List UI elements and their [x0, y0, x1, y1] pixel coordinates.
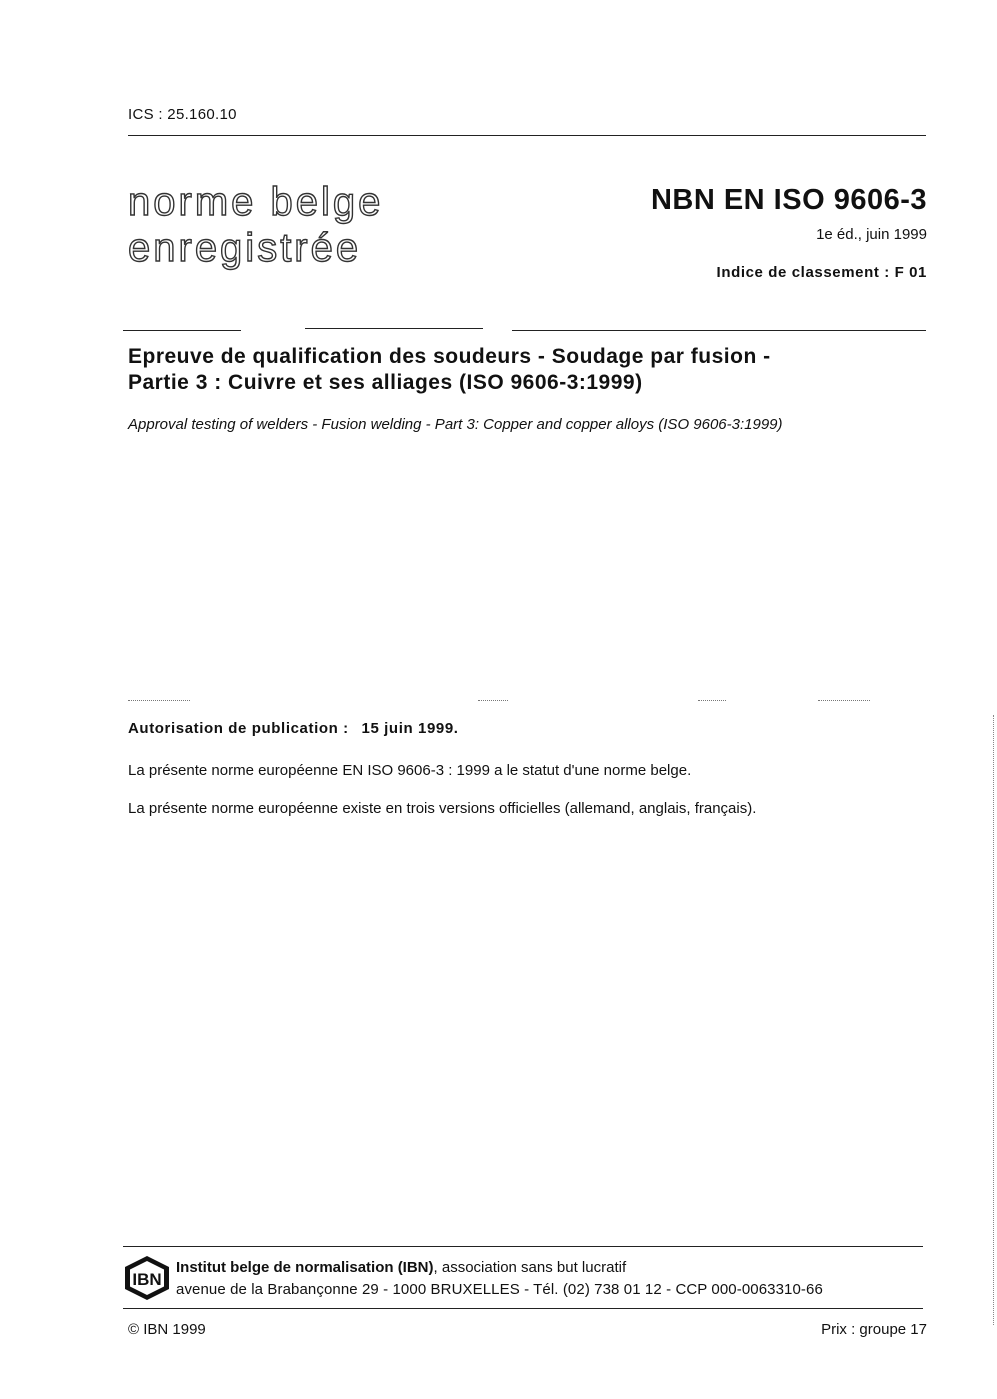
institute-line [176, 1259, 626, 1276]
title-top-rule-c [512, 330, 926, 331]
footer-bottom-rule [123, 1308, 923, 1309]
document-title-fr [128, 344, 928, 396]
price-group: Prix : groupe 17 [821, 1321, 927, 1338]
document-label-line1: norme belge [128, 180, 384, 224]
versions-statement: La présente norme européenne existe en trois versions officielles (allemand, anglais, français). [128, 800, 757, 817]
scan-edge-mark [993, 715, 994, 1325]
institute-name: Institut belge de normalisation (IBN) [176, 1259, 434, 1276]
body-separator-d [818, 700, 870, 701]
title-fr-line2: Partie 3 : Cuivre et ses alliages (ISO 9606-3:1999) [128, 371, 643, 394]
title-fr-line1: Epreuve de qualification des soudeurs - Soudage par fusion - [128, 345, 771, 368]
authorization-date: 15 juin 1999. [361, 720, 459, 737]
authorization-label: Autorisation de publication : [128, 720, 349, 737]
institute-address: avenue de la Brabançonne 29 - 1000 BRUXELLES - Tél. (02) 738 01 12 - CCP 000-0063310-66 [176, 1281, 823, 1298]
edition-date: 1e éd., juin 1999 [816, 226, 927, 243]
body-separator-b [478, 700, 508, 701]
ibn-logo-icon [124, 1255, 170, 1301]
copyright: © IBN 1999 [128, 1321, 206, 1338]
title-top-rule-b [305, 328, 483, 329]
status-statement: La présente norme européenne EN ISO 9606-3 : 1999 a le statut d'une norme belge. [128, 762, 692, 779]
logo-text: IBN [132, 1270, 162, 1289]
standard-number: NBN EN ISO 9606-3 [650, 184, 927, 216]
authorization-line [128, 720, 459, 737]
body-separator-c [698, 700, 726, 701]
institute-description: , association sans but lucratif [433, 1259, 627, 1276]
document-label-line2: enregistrée [128, 226, 362, 270]
body-separator-a [128, 700, 190, 701]
title-top-rule-a [123, 330, 241, 331]
classification-index: Indice de classement : F 01 [716, 264, 927, 281]
ics-code: ICS : 25.160.10 [128, 106, 237, 123]
document-title-en: Approval testing of welders - Fusion welding - Part 3: Copper and copper alloys (ISO 9606-3:1999) [128, 416, 783, 433]
footer-top-rule [123, 1246, 923, 1247]
header-rule [128, 135, 926, 136]
